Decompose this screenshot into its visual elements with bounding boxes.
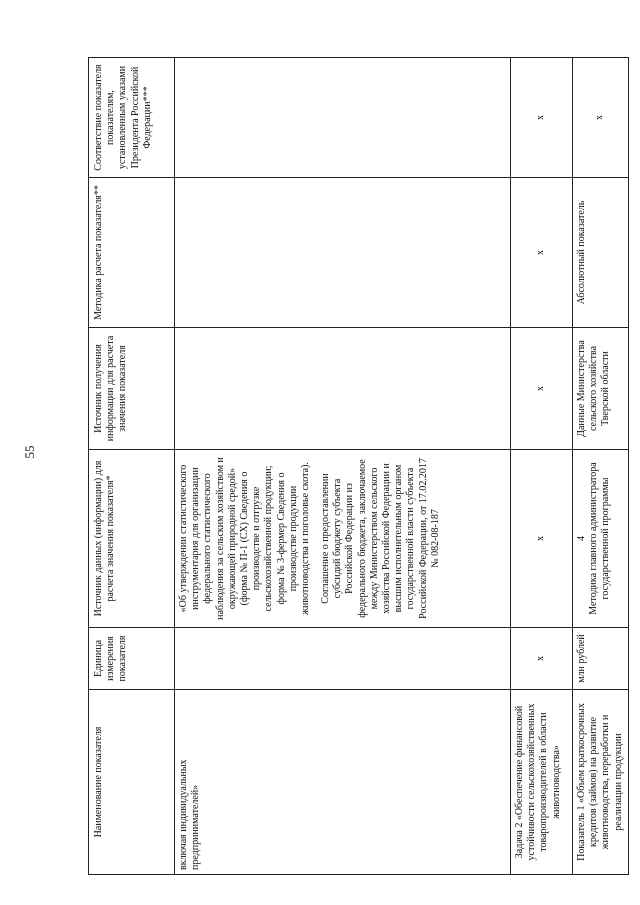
- row1-source: [175, 450, 511, 628]
- rotated-table-frame: [88, 58, 628, 875]
- row3-source-text: Методика главного администратора государственной программы: [588, 462, 612, 615]
- header-row: [89, 58, 175, 875]
- row2-name: Задача 2 «Обеспечение финансовой устойчивости сельскохозяйственных товаропроизводителей в области животноводства»: [511, 690, 573, 875]
- table-row: [175, 58, 511, 875]
- header-unit: Единица измерения показателя: [89, 628, 175, 690]
- row3-name: Показатель 1 «Объем краткосрочных кредитов (займов) на развитие животноводства, переработки и реализации продукции: [573, 690, 629, 875]
- page-number: 55: [22, 445, 37, 459]
- indicator-table: [88, 57, 629, 875]
- row2-method: х: [511, 178, 573, 328]
- row1-source-paragraph-1: «Об утверждении статистического инструментария для организации федерального статистического наблюдения за сельским хозяйством и окружающей природной средой» (форма № П-1 (СХ) Сведения о производстве и отгрузке сельскохозяйственной продукции; форма № 3-фермер Сведения о производстве продукции животноводства и поголовье скота).: [178, 457, 311, 620]
- header-name: Наименование показателя: [89, 690, 175, 875]
- row1-unit: [175, 628, 511, 690]
- row2-source: х: [511, 450, 573, 628]
- row1-origin: [175, 328, 511, 450]
- header-origin: Источник получения информации для расчета значения показателя: [89, 328, 175, 450]
- row3-correspondence: х: [573, 58, 629, 178]
- row3-method: Абсолютный показатель: [573, 178, 629, 328]
- header-source: Источник данных (информации) для расчета значения показателя*: [89, 450, 175, 628]
- row2-unit: х: [511, 628, 573, 690]
- row1-source-paragraph-2: Соглашение о предоставлении субсидий бюджету субъекта Российской Федерации из федерального бюджета, заключаемое между Министерством сельского хозяйства Российской Федерации и высшим исполнительным органом государственной власти субъекта Российской Федерации, от 17.02.2017 № 082-08-187: [320, 458, 441, 619]
- row1-name: включая индивидуальных предпринимателей»: [175, 690, 511, 875]
- row3-origin: Данные Министерства сельского хозяйства Тверской области: [573, 328, 629, 450]
- header-method: Методика расчета показателя**: [89, 178, 175, 328]
- table-row: [573, 58, 629, 875]
- row1-correspondence: [175, 58, 511, 178]
- row2-origin: х: [511, 328, 573, 450]
- row3-source: [573, 450, 629, 628]
- row3-source-number: 4: [576, 536, 587, 541]
- header-correspondence: Соответствие показателя показателям, установленным указами Президента Российской Федерации***: [89, 58, 175, 178]
- row1-method: [175, 178, 511, 328]
- table-row: [511, 58, 573, 875]
- row2-correspondence: х: [511, 58, 573, 178]
- row3-unit: млн рублей: [573, 628, 629, 690]
